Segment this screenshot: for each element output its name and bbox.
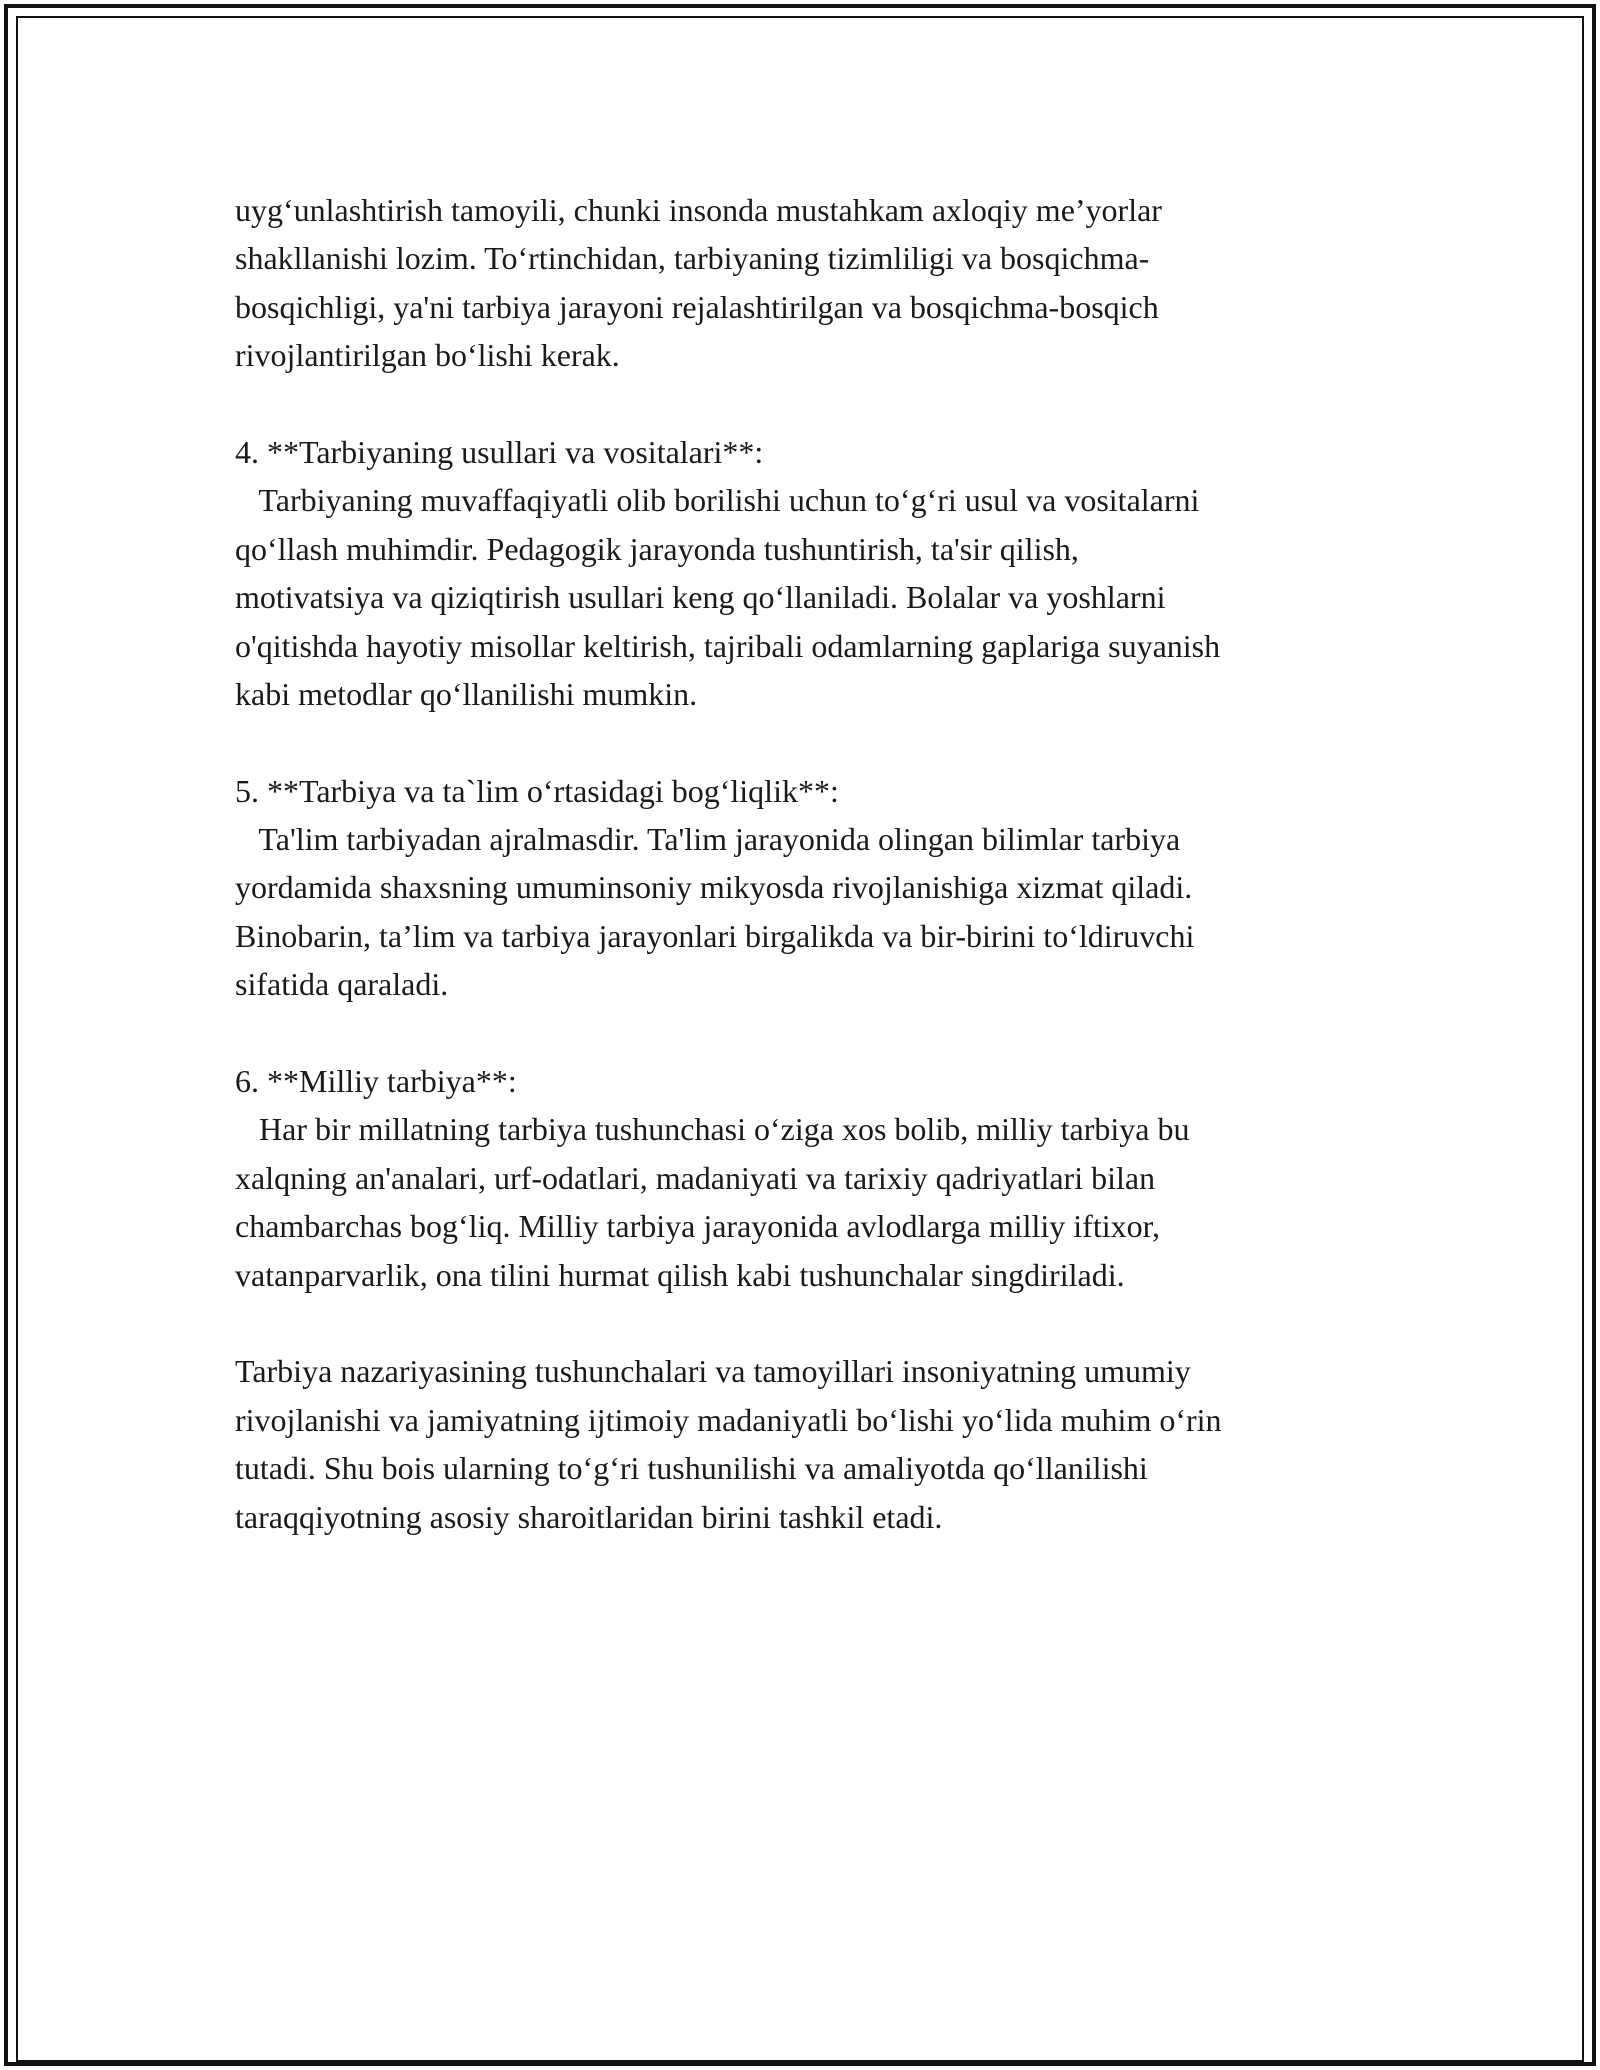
text-line: chambarchas bog‘liq. Milliy tarbiya jarayonida avlodlarga milliy iftixor, xyxy=(235,1208,1160,1245)
text-line: yordamida shaxsning umuminsoniy mikyosda rivojlanishiga xizmat qiladi. xyxy=(235,869,1193,906)
text-line: Tarbiyaning muvaffaqiyatli olib borilishi uchun to‘g‘ri usul va vositalarni xyxy=(235,482,1200,519)
conclusion-paragraph xyxy=(235,1347,1395,1541)
text-line: motivatsiya va qiziqtirish usullari keng qo‘llaniladi. Bolalar va yoshlarni xyxy=(235,579,1166,616)
document-body xyxy=(235,186,1395,1541)
text-line: rivojlantirilgan bo‘lishi kerak. xyxy=(235,337,620,374)
text-line: kabi metodlar qo‘llanilishi mumkin. xyxy=(235,675,698,712)
text-line: xalqning an'analari, urf-odatlari, madaniyati va tarixiy qadriyatlari bilan xyxy=(235,1159,1156,1196)
text-line: Ta'lim tarbiyadan ajralmasdir. Ta'lim jarayonida olingan bilimlar tarbiya xyxy=(235,821,1181,858)
section-heading: 5. **Tarbiya va ta`lim o‘rtasidagi bog‘liqlik**: xyxy=(235,772,839,809)
text-line: Har bir millatning tarbiya tushunchasi o‘ziga xos bolib, milliy tarbiya bu xyxy=(235,1111,1190,1148)
paragraph-gap xyxy=(235,380,1395,428)
text-line: o'qitishda hayotiy misollar keltirish, tajribali odamlarning gaplariga suyanish xyxy=(235,627,1221,664)
paragraph-gap xyxy=(235,1009,1395,1057)
text-line: Binobarin, ta’lim va tarbiya jarayonlari birgalikda va bir-birini to‘ldiruvchi xyxy=(235,917,1195,954)
section-5 xyxy=(235,767,1395,1009)
section-heading: 4. **Tarbiyaning usullari va vositalari**: xyxy=(235,433,764,470)
section-4 xyxy=(235,428,1395,718)
text-line: rivojlanishi va jamiyatning ijtimoiy madaniyatli bo‘lishi yo‘lida muhim o‘rin xyxy=(235,1401,1222,1438)
text-line: vatanparvarlik, ona tilini hurmat qilish kabi tushunchalar singdiriladi. xyxy=(235,1256,1125,1293)
text-line: sifatida qaraladi. xyxy=(235,966,449,1003)
paragraph-gap xyxy=(235,1299,1395,1347)
text-line: taraqqiyotning asosiy sharoitlaridan birini tashkil etadi. xyxy=(235,1498,943,1535)
text-line: qo‘llash muhimdir. Pedagogik jarayonda tushuntirish, ta'sir qilish, xyxy=(235,530,1079,567)
paragraph-gap xyxy=(235,718,1395,766)
intro-paragraph xyxy=(235,186,1395,380)
section-6 xyxy=(235,1057,1395,1299)
text-line: shakllanishi lozim. To‘rtinchidan, tarbiyaning tizimliligi va bosqichma- xyxy=(235,240,1150,277)
section-heading: 6. **Milliy tarbiya**: xyxy=(235,1063,517,1100)
text-line: tutadi. Shu bois ularning to‘g‘ri tushunilishi va amaliyotda qo‘llanilishi xyxy=(235,1450,1148,1487)
text-line: bosqichligi, ya'ni tarbiya jarayoni rejalashtirilgan va bosqichma-bosqich xyxy=(235,288,1159,325)
text-line: uyg‘unlashtirish tamoyili, chunki insonda mustahkam axloqiy me’yorlar xyxy=(235,192,1162,228)
text-line: Tarbiya nazariyasining tushunchalari va tamoyillari insoniyatning umumiy xyxy=(235,1353,1191,1390)
